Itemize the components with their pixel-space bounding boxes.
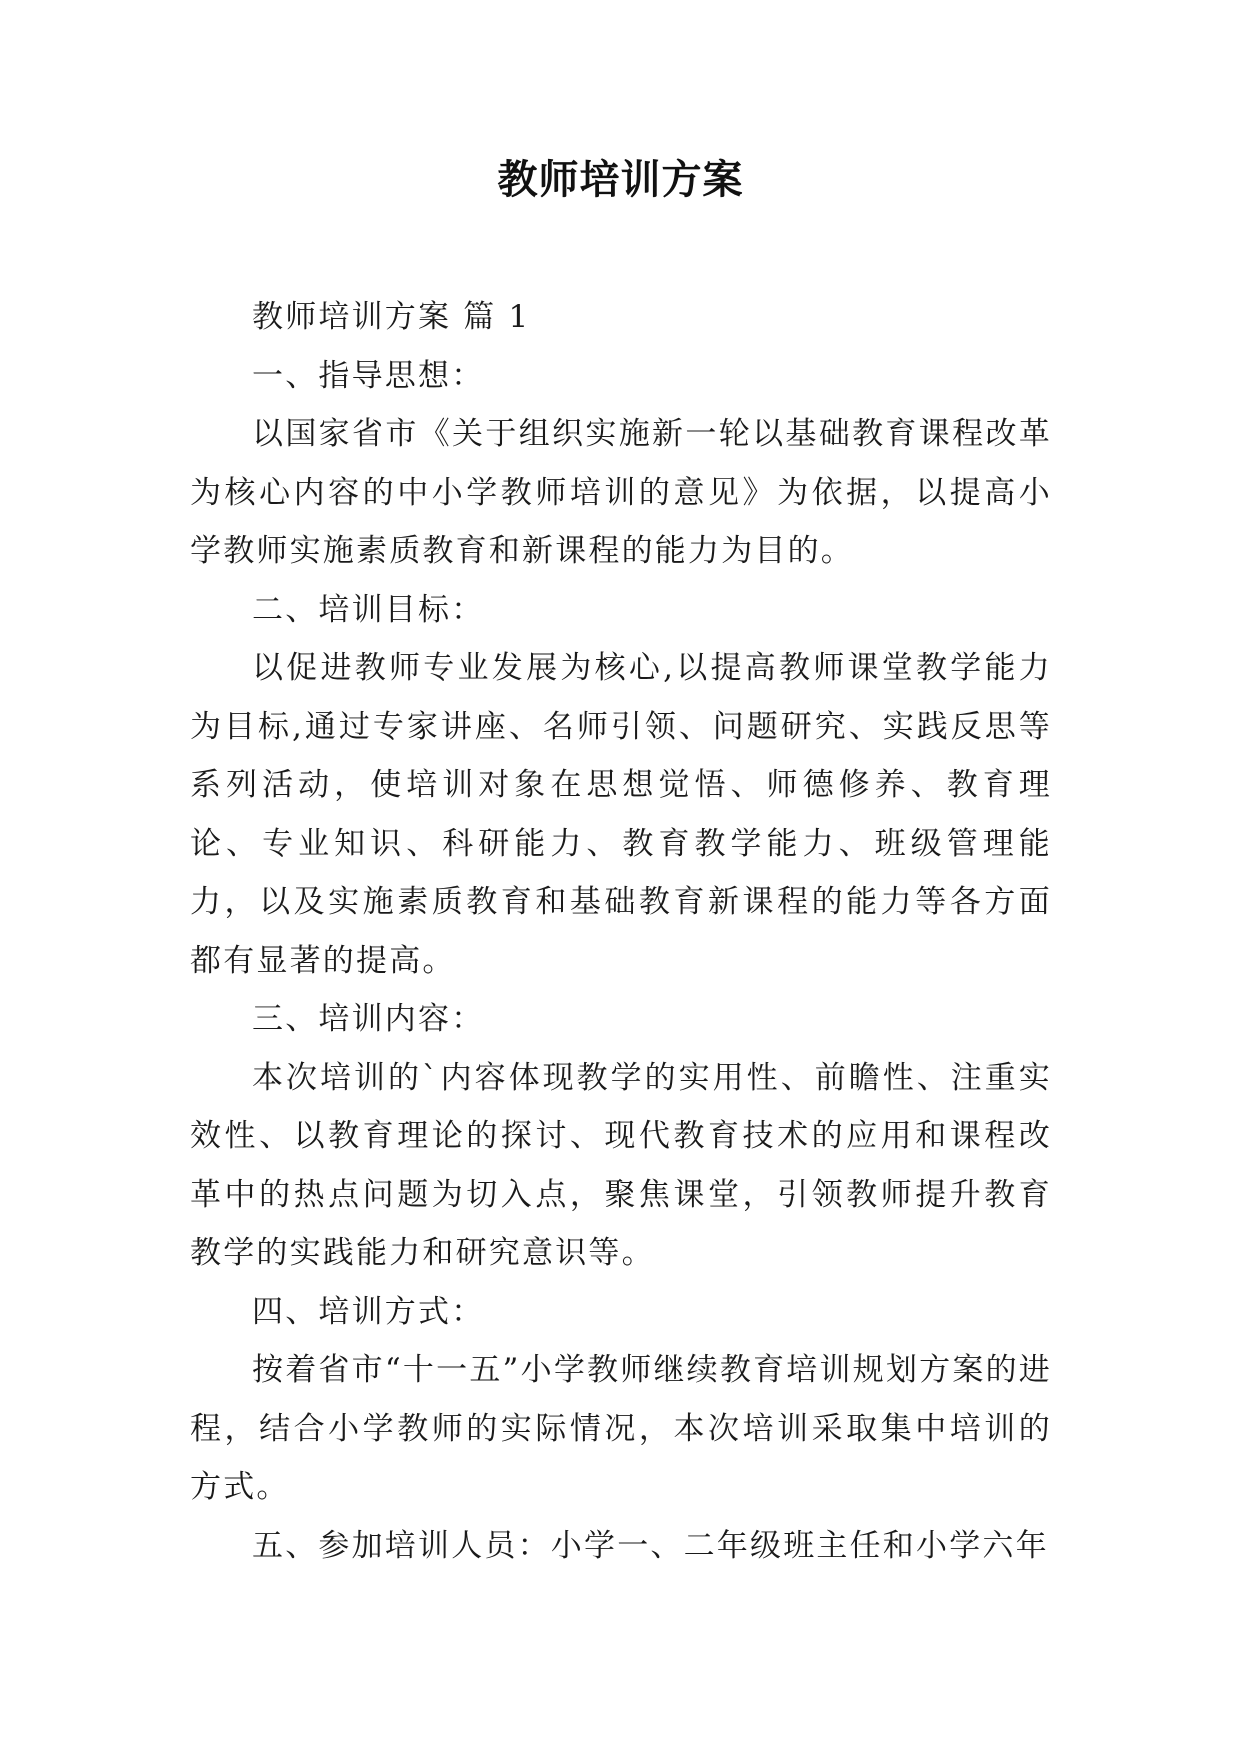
paragraph-training-method: 按着省市“十一五”小学教师继续教育培训规划方案的进程，结合小学教师的实际情况，本次培训采取集中培训的方式。 [190,1352,1052,1505]
paragraph-training-goals: 以促进教师专业发展为核心,以提高教师课堂教学能力为目标,通过专家讲座、名师引领、问题研究、实践反思等系列活动，使培训对象在思想觉悟、师德修养、教育理论、专业知识、科研能力、教育教学能力、班级管理能力，以及实施素质教育和基础教育新课程的能力等各方面都有显著的提高。 [190,650,1052,979]
paragraph-heading-piece: 教师培训方案 篇 1 [252,299,531,335]
section-heading-training-content: 三、培训内容： [252,1001,485,1037]
section-heading-training-method: 四、培训方式： [252,1293,485,1330]
paragraph-training-content: 本次培训的`内容体现教学的实用性、前瞻性、注重实效性、以教育理论的探讨、现代教育技术的应用和课程改革中的热点问题为切入点，聚焦课堂，引领教师提升教育教学的实践能力和研究意识等。 [190,1059,1052,1271]
paragraph-guiding-ideology: 以国家省市《关于组织实施新一轮以基础教育课程改革为核心内容的中小学教师培训的意见》为依据，以提高小学教师实施素质教育和新课程的能力为目的。 [190,416,1052,569]
document-title: 教师培训方案 [497,157,744,203]
paragraph-participants: 五、参加培训人员：小学一、二年级班主任和小学六年 [252,1527,1049,1564]
document-body [190,288,1052,1575]
section-heading-training-goals: 二、培训目标： [252,591,485,628]
section-heading-guiding-ideology: 一、指导思想： [252,357,485,394]
